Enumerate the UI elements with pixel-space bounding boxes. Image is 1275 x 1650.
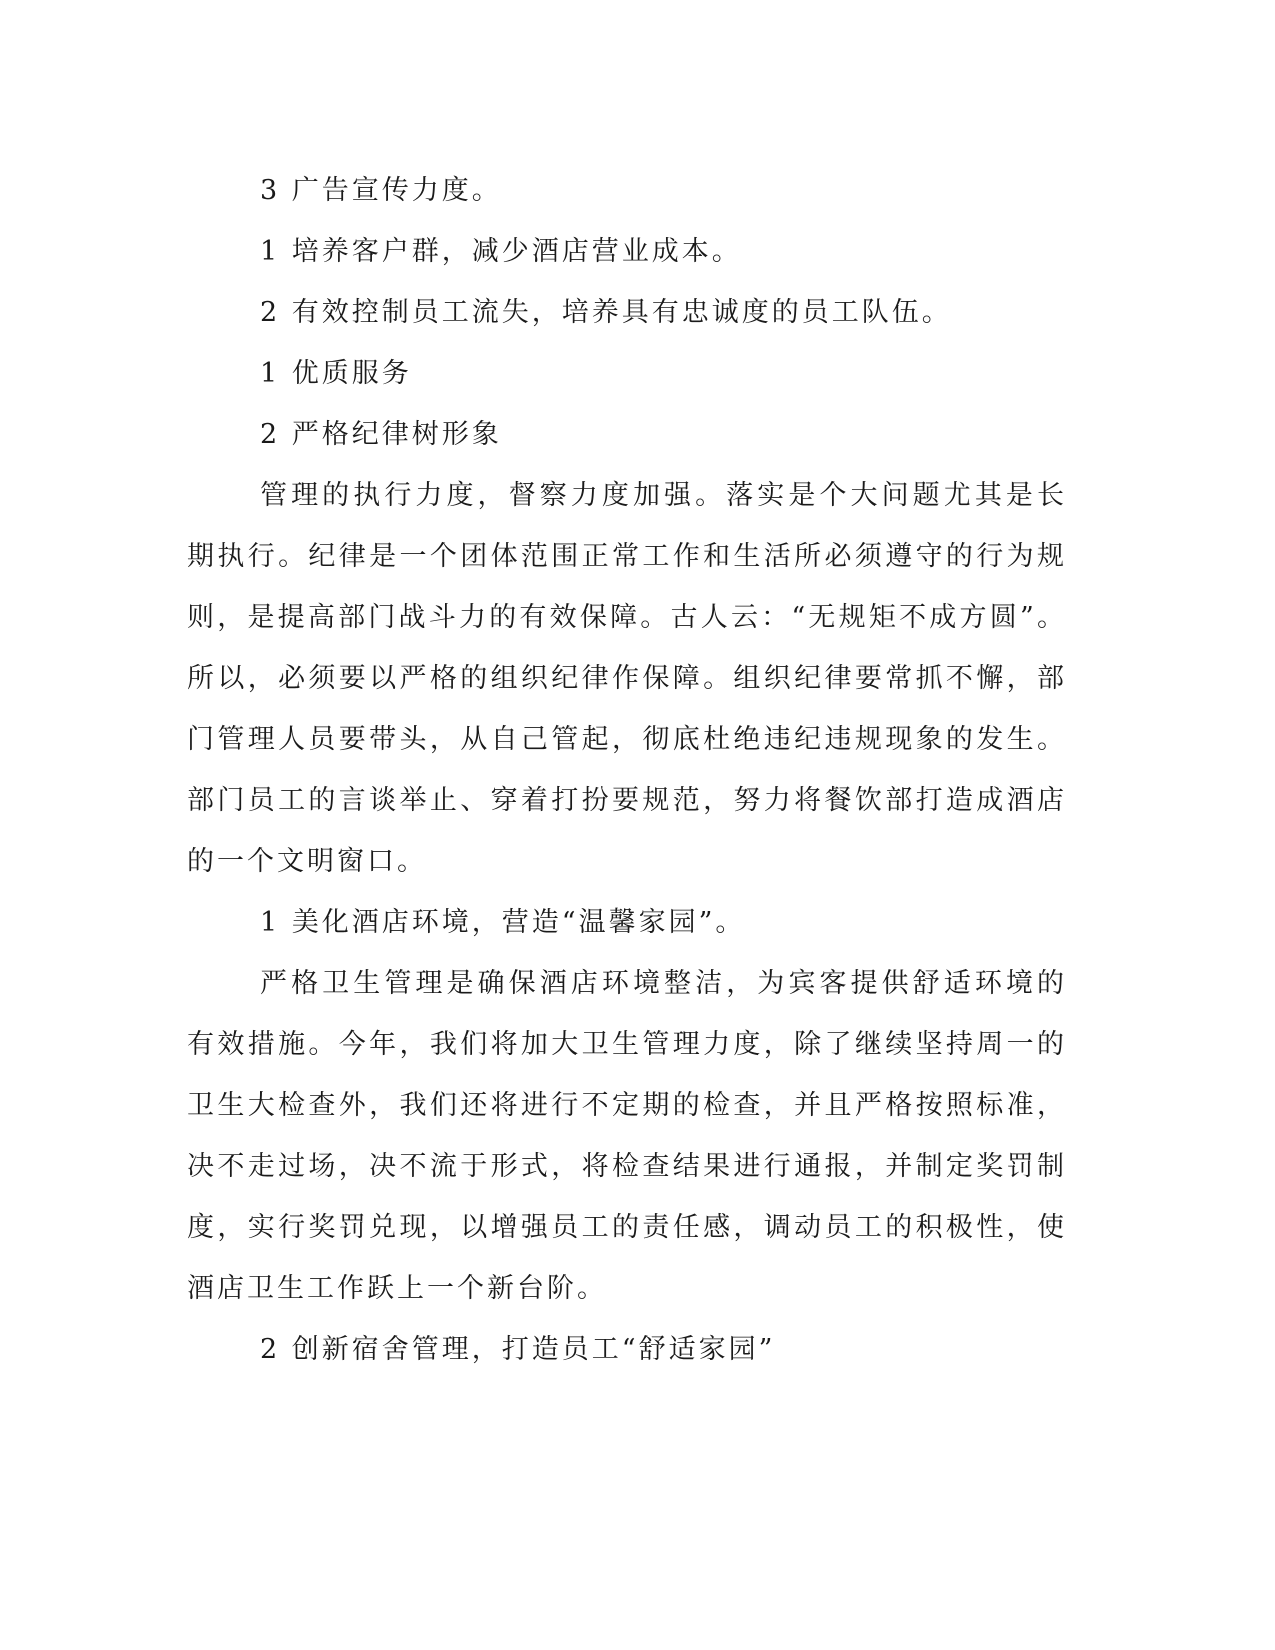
list-item-advertising: 3 广告宣传力度。 — [260, 175, 502, 206]
paragraph-discipline: 管理的执行力度，督察力度加强。落实是个大问题尤其是长期执行。纪律是一个团体范围正常工作和生活所必须遵守的行为规则，是提高部门战斗力的有效保障。古人云：“无规矩不成方圆”。所以，必须要以严格的组织纪律作保障。组织纪律要常抓不懈，部门管理人员要带头，从自己管起，彻底杜绝违纪违规现象的发生。部门员工的言谈举止、穿着打扮要规范，努力将餐饮部打造成酒店的一个文明窗口。 — [187, 480, 1067, 877]
heading-hotel-environment: 1 美化酒店环境，营造“温馨家园”。 — [260, 907, 746, 938]
heading-quality-service: 1 优质服务 — [260, 358, 412, 389]
list-item-staff-retention: 2 有效控制员工流失，培养具有忠诚度的员工队伍。 — [260, 297, 952, 328]
heading-dormitory-management: 2 创新宿舍管理，打造员工“舒适家园” — [260, 1334, 776, 1365]
heading-strict-discipline: 2 严格纪律树形象 — [260, 419, 502, 450]
document-body — [187, 160, 1067, 1380]
paragraph-hygiene: 严格卫生管理是确保酒店环境整洁，为宾客提供舒适环境的有效措施。今年，我们将加大卫生管理力度，除了继续坚持周一的卫生大检查外，我们还将进行不定期的检查，并且严格按照标准，决不走过场，决不流于形式，将检查结果进行通报，并制定奖罚制度，实行奖罚兑现，以增强员工的责任感，调动员工的积极性，使酒店卫生工作跃上一个新台阶。 — [187, 968, 1067, 1304]
list-item-customer-base: 1 培养客户群，减少酒店营业成本。 — [260, 236, 742, 267]
